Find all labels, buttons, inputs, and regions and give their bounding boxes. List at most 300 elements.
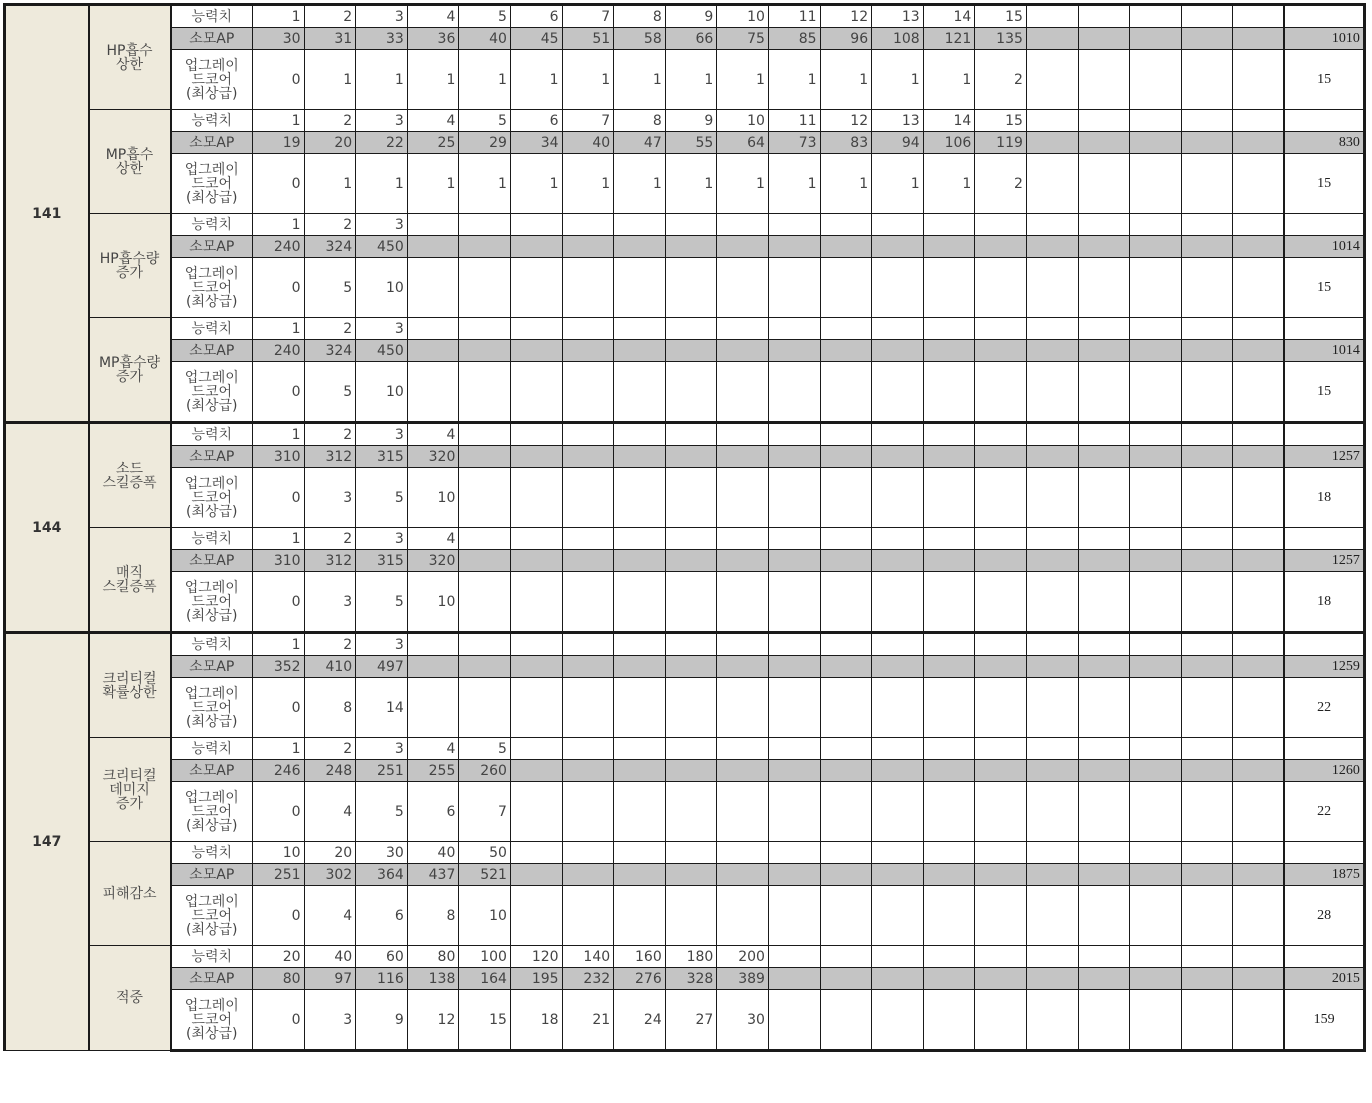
core-value-cell: 9 [356, 990, 408, 1051]
empty-cell [562, 760, 614, 782]
empty-cell [614, 340, 666, 362]
core-row-label: 업그레이 드코어 (최상급) [171, 886, 253, 946]
empty-cell [1078, 760, 1130, 782]
level-row [5, 528, 1365, 550]
core-row-label: 업그레이 드코어 (최상급) [171, 154, 253, 214]
empty-cell [510, 528, 562, 550]
empty-cell [820, 886, 872, 946]
empty-cell [1130, 990, 1182, 1051]
empty-cell [923, 446, 975, 468]
empty-cell [1078, 258, 1130, 318]
level-value-cell: 20 [253, 946, 305, 968]
empty-cell [510, 864, 562, 886]
empty-cell [407, 678, 459, 738]
empty-cell [1026, 28, 1078, 50]
empty-cell [923, 423, 975, 446]
level-value-cell: 2 [304, 110, 356, 132]
ap-value-cell: 19 [253, 132, 305, 154]
empty-cell [1078, 236, 1130, 258]
ap-value-cell: 248 [304, 760, 356, 782]
level-row [5, 738, 1365, 760]
ap-value-cell: 22 [356, 132, 408, 154]
empty-cell [1078, 886, 1130, 946]
ap-value-cell: 232 [562, 968, 614, 990]
ap-value-cell: 108 [872, 28, 924, 50]
empty-cell [768, 258, 820, 318]
empty-cell [1026, 110, 1078, 132]
empty-cell [562, 214, 614, 236]
empty-cell [1181, 468, 1233, 528]
ap-value-cell: 320 [407, 446, 459, 468]
ap-value-cell: 40 [459, 28, 511, 50]
empty-cell [407, 633, 459, 656]
core-value-cell: 5 [356, 468, 408, 528]
ap-value-cell: 450 [356, 340, 408, 362]
core-value-cell: 6 [356, 886, 408, 946]
empty-cell [1026, 340, 1078, 362]
empty-cell [923, 782, 975, 842]
empty-cell [1078, 550, 1130, 572]
empty-cell [975, 864, 1027, 886]
level-value-cell: 2 [304, 738, 356, 760]
empty-cell [1078, 842, 1130, 864]
level-value-cell: 120 [510, 946, 562, 968]
empty-cell [614, 656, 666, 678]
ap-value-cell: 73 [768, 132, 820, 154]
upgrade-core-row [5, 154, 1365, 214]
empty-cell [872, 468, 924, 528]
empty-cell [1233, 782, 1285, 842]
empty-cell [1233, 842, 1285, 864]
empty-cell [562, 528, 614, 550]
level-value-cell: 1 [253, 738, 305, 760]
core-value-cell: 1 [304, 50, 356, 110]
empty-cell [1078, 5, 1130, 28]
empty-cell [975, 886, 1027, 946]
empty-cell [768, 656, 820, 678]
empty-cell [820, 236, 872, 258]
empty-cell [459, 550, 511, 572]
level-value-cell: 3 [356, 5, 408, 28]
empty-cell [510, 340, 562, 362]
ap-value-cell: 30 [253, 28, 305, 50]
empty-cell [562, 258, 614, 318]
empty-cell [665, 782, 717, 842]
core-value-cell: 1 [872, 154, 924, 214]
empty-cell [562, 886, 614, 946]
empty-cell [768, 236, 820, 258]
level-value-cell: 14 [923, 5, 975, 28]
empty-cell [665, 656, 717, 678]
core-value-cell: 10 [459, 886, 511, 946]
level-value-cell: 5 [459, 110, 511, 132]
empty-cell [407, 362, 459, 423]
empty-cell [923, 946, 975, 968]
empty-cell [459, 468, 511, 528]
empty-cell [717, 340, 769, 362]
empty-cell [717, 572, 769, 633]
ap-value-cell: 364 [356, 864, 408, 886]
empty-cell [665, 842, 717, 864]
empty-cell [510, 214, 562, 236]
empty-cell [1181, 446, 1233, 468]
empty-cell [717, 236, 769, 258]
level-row-label: 능력치 [171, 738, 253, 760]
ap-value-cell: 106 [923, 132, 975, 154]
ap-row-label: 소모AP [171, 446, 253, 468]
empty-cell [1233, 214, 1285, 236]
ap-cost-row [5, 968, 1365, 990]
core-value-cell: 1 [356, 50, 408, 110]
empty-cell [1181, 633, 1233, 656]
empty-cell [1026, 528, 1078, 550]
empty-cell [1130, 214, 1182, 236]
empty-cell [768, 446, 820, 468]
level-value-cell: 9 [665, 5, 717, 28]
empty-cell [665, 550, 717, 572]
empty-cell [820, 362, 872, 423]
ap-value-cell: 55 [665, 132, 717, 154]
empty-cell [1026, 258, 1078, 318]
level-value-cell: 13 [872, 5, 924, 28]
empty-cell [820, 258, 872, 318]
empty-cell [1233, 738, 1285, 760]
empty-cell [717, 318, 769, 340]
core-value-cell: 3 [304, 468, 356, 528]
empty-cell [923, 528, 975, 550]
core-value-cell: 1 [820, 154, 872, 214]
empty-cell [1130, 738, 1182, 760]
empty-cell [1181, 258, 1233, 318]
empty-cell [872, 738, 924, 760]
empty-cell [820, 572, 872, 633]
empty-cell [562, 633, 614, 656]
ap-value-cell: 310 [253, 550, 305, 572]
total-cores-cell: 18 [1284, 468, 1364, 528]
empty-cell [1233, 864, 1285, 886]
core-value-cell: 12 [407, 990, 459, 1051]
empty-cell [768, 886, 820, 946]
level-value-cell: 4 [407, 528, 459, 550]
empty-cell [614, 528, 666, 550]
empty-cell [1130, 340, 1182, 362]
ap-value-cell: 240 [253, 340, 305, 362]
empty-cell [923, 968, 975, 990]
empty-cell [1181, 362, 1233, 423]
core-value-cell: 1 [872, 50, 924, 110]
empty-cell [562, 446, 614, 468]
empty-cell [562, 842, 614, 864]
level-value-cell: 4 [407, 423, 459, 446]
upgrade-core-row [5, 990, 1365, 1051]
skill-name-cell: 소드 스킬증폭 [89, 423, 171, 528]
empty-cell [717, 528, 769, 550]
empty-cell [923, 340, 975, 362]
empty-cell [1078, 572, 1130, 633]
empty-cell [1181, 340, 1233, 362]
level-value-cell: 4 [407, 738, 459, 760]
empty-cell [1181, 50, 1233, 110]
total-ap-cell: 1260 [1284, 760, 1364, 782]
ap-row-label: 소모AP [171, 236, 253, 258]
empty-cell [1233, 362, 1285, 423]
ap-row-label: 소모AP [171, 132, 253, 154]
core-value-cell: 0 [253, 362, 305, 423]
empty-cell [459, 340, 511, 362]
ap-value-cell: 164 [459, 968, 511, 990]
level-row [5, 842, 1365, 864]
empty-cell [665, 572, 717, 633]
empty-cell [1181, 318, 1233, 340]
core-value-cell: 1 [510, 50, 562, 110]
empty-cell [820, 528, 872, 550]
core-value-cell: 1 [356, 154, 408, 214]
empty-cell [614, 738, 666, 760]
level-row-label: 능력치 [171, 214, 253, 236]
core-value-cell: 0 [253, 990, 305, 1051]
empty-cell [1181, 572, 1233, 633]
level-value-cell: 160 [614, 946, 666, 968]
empty-cell [614, 318, 666, 340]
empty-cell [1078, 678, 1130, 738]
empty-cell [459, 528, 511, 550]
empty-cell [975, 782, 1027, 842]
empty-cell [872, 990, 924, 1051]
empty-cell [717, 886, 769, 946]
level-value-cell: 6 [510, 110, 562, 132]
empty-cell [1130, 760, 1182, 782]
empty-cell [1130, 318, 1182, 340]
ap-value-cell: 121 [923, 28, 975, 50]
level-value-cell: 60 [356, 946, 408, 968]
empty-cell [975, 468, 1027, 528]
core-value-cell: 4 [304, 782, 356, 842]
ap-row-label: 소모AP [171, 28, 253, 50]
empty-cell [923, 318, 975, 340]
empty-cell [562, 318, 614, 340]
upgrade-core-row [5, 468, 1365, 528]
empty-cell [665, 678, 717, 738]
empty-cell [614, 362, 666, 423]
empty-cell [614, 886, 666, 946]
total-cores-cell: 18 [1284, 572, 1364, 633]
ap-value-cell: 94 [872, 132, 924, 154]
empty-cell [1026, 678, 1078, 738]
group-level-cell: 144 [5, 423, 89, 633]
empty-cell [820, 340, 872, 362]
level-value-cell: 4 [407, 110, 459, 132]
ap-row-label: 소모AP [171, 864, 253, 886]
empty-cell [923, 468, 975, 528]
level-value-cell: 8 [614, 5, 666, 28]
empty-cell [1233, 656, 1285, 678]
level-value-cell: 10 [253, 842, 305, 864]
empty-cell [562, 678, 614, 738]
level-value-cell: 3 [356, 318, 408, 340]
empty-cell [407, 236, 459, 258]
empty-cell [975, 968, 1027, 990]
level-row-label: 능력치 [171, 5, 253, 28]
empty-cell [665, 423, 717, 446]
empty-cell [820, 946, 872, 968]
ap-value-cell: 320 [407, 550, 459, 572]
level-value-cell: 10 [717, 5, 769, 28]
empty-cell [1026, 990, 1078, 1051]
empty-cell [510, 468, 562, 528]
empty-cell [614, 214, 666, 236]
empty-cell [717, 760, 769, 782]
empty-cell [975, 258, 1027, 318]
empty-cell [614, 423, 666, 446]
empty-cell [665, 738, 717, 760]
empty-cell [1130, 362, 1182, 423]
upgrade-core-row [5, 362, 1365, 423]
level-value-cell: 11 [768, 110, 820, 132]
ap-cost-row [5, 550, 1365, 572]
empty-cell [1078, 154, 1130, 214]
empty-cell [510, 760, 562, 782]
empty-cell [975, 236, 1027, 258]
skill-name-cell: HP흡수 상한 [89, 5, 171, 110]
core-value-cell: 1 [614, 154, 666, 214]
empty-cell [1233, 886, 1285, 946]
empty-cell [1026, 468, 1078, 528]
ap-value-cell: 97 [304, 968, 356, 990]
ap-cost-row [5, 28, 1365, 50]
empty-cell [923, 678, 975, 738]
empty-cell [975, 318, 1027, 340]
ap-value-cell: 315 [356, 446, 408, 468]
empty-cell [459, 678, 511, 738]
empty-cell [923, 886, 975, 946]
empty-cell [1078, 990, 1130, 1051]
empty-cell [1233, 946, 1285, 968]
empty-cell [923, 990, 975, 1051]
empty-cell [872, 678, 924, 738]
total-cores-cell: 15 [1284, 50, 1364, 110]
skill-name-cell: HP흡수량 증가 [89, 214, 171, 318]
empty-cell [510, 446, 562, 468]
level-value-cell: 2 [304, 528, 356, 550]
empty-cell [459, 656, 511, 678]
level-value-cell: 15 [975, 110, 1027, 132]
empty-cell [1181, 738, 1233, 760]
ap-row-label: 소모AP [171, 340, 253, 362]
empty-cell [1181, 423, 1233, 446]
empty-cell [975, 446, 1027, 468]
ap-value-cell: 437 [407, 864, 459, 886]
core-value-cell: 24 [614, 990, 666, 1051]
empty-cell [820, 738, 872, 760]
core-value-cell: 1 [717, 50, 769, 110]
empty-cell [872, 760, 924, 782]
empty-cell [1181, 990, 1233, 1051]
empty-cell [459, 362, 511, 423]
total-cores-cell: 15 [1284, 154, 1364, 214]
ap-value-cell: 195 [510, 968, 562, 990]
empty-cell [717, 468, 769, 528]
empty-cell [1078, 738, 1130, 760]
empty-cell [1078, 132, 1130, 154]
level-value-cell: 50 [459, 842, 511, 864]
empty-cell [1233, 990, 1285, 1051]
empty-cell [1130, 678, 1182, 738]
empty-cell [872, 968, 924, 990]
empty-total-cell [1284, 5, 1364, 28]
ap-value-cell: 33 [356, 28, 408, 50]
empty-cell [1181, 946, 1233, 968]
empty-cell [872, 446, 924, 468]
empty-cell [1130, 550, 1182, 572]
empty-cell [510, 842, 562, 864]
empty-cell [975, 423, 1027, 446]
total-ap-cell: 1259 [1284, 656, 1364, 678]
core-row-label: 업그레이 드코어 (최상급) [171, 678, 253, 738]
empty-cell [1181, 110, 1233, 132]
core-value-cell: 1 [407, 50, 459, 110]
empty-cell [717, 738, 769, 760]
ap-value-cell: 85 [768, 28, 820, 50]
ap-value-cell: 45 [510, 28, 562, 50]
empty-cell [1130, 968, 1182, 990]
empty-cell [1233, 446, 1285, 468]
ap-value-cell: 302 [304, 864, 356, 886]
empty-cell [820, 990, 872, 1051]
upgrade-core-row [5, 886, 1365, 946]
empty-cell [1026, 572, 1078, 633]
skill-name-cell: MP흡수량 증가 [89, 318, 171, 423]
empty-cell [923, 572, 975, 633]
empty-cell [562, 738, 614, 760]
level-value-cell: 2 [304, 318, 356, 340]
empty-cell [510, 550, 562, 572]
empty-cell [1078, 633, 1130, 656]
ap-value-cell: 58 [614, 28, 666, 50]
empty-cell [1026, 5, 1078, 28]
empty-cell [975, 946, 1027, 968]
upgrade-core-row [5, 50, 1365, 110]
level-value-cell: 13 [872, 110, 924, 132]
core-value-cell: 4 [304, 886, 356, 946]
empty-cell [407, 214, 459, 236]
empty-cell [717, 550, 769, 572]
empty-cell [562, 468, 614, 528]
ap-value-cell: 352 [253, 656, 305, 678]
empty-cell [975, 633, 1027, 656]
ap-value-cell: 116 [356, 968, 408, 990]
empty-cell [407, 656, 459, 678]
ap-value-cell: 255 [407, 760, 459, 782]
empty-cell [510, 633, 562, 656]
empty-cell [1233, 468, 1285, 528]
ap-value-cell: 135 [975, 28, 1027, 50]
empty-cell [820, 760, 872, 782]
empty-cell [717, 782, 769, 842]
empty-cell [1181, 886, 1233, 946]
empty-cell [872, 946, 924, 968]
empty-cell [717, 214, 769, 236]
total-cores-cell: 15 [1284, 362, 1364, 423]
upgrade-core-row [5, 572, 1365, 633]
empty-cell [1026, 550, 1078, 572]
total-cores-cell: 28 [1284, 886, 1364, 946]
ap-value-cell: 47 [614, 132, 666, 154]
empty-cell [1233, 236, 1285, 258]
core-value-cell: 0 [253, 782, 305, 842]
empty-cell [820, 656, 872, 678]
core-value-cell: 0 [253, 678, 305, 738]
ap-value-cell: 251 [356, 760, 408, 782]
